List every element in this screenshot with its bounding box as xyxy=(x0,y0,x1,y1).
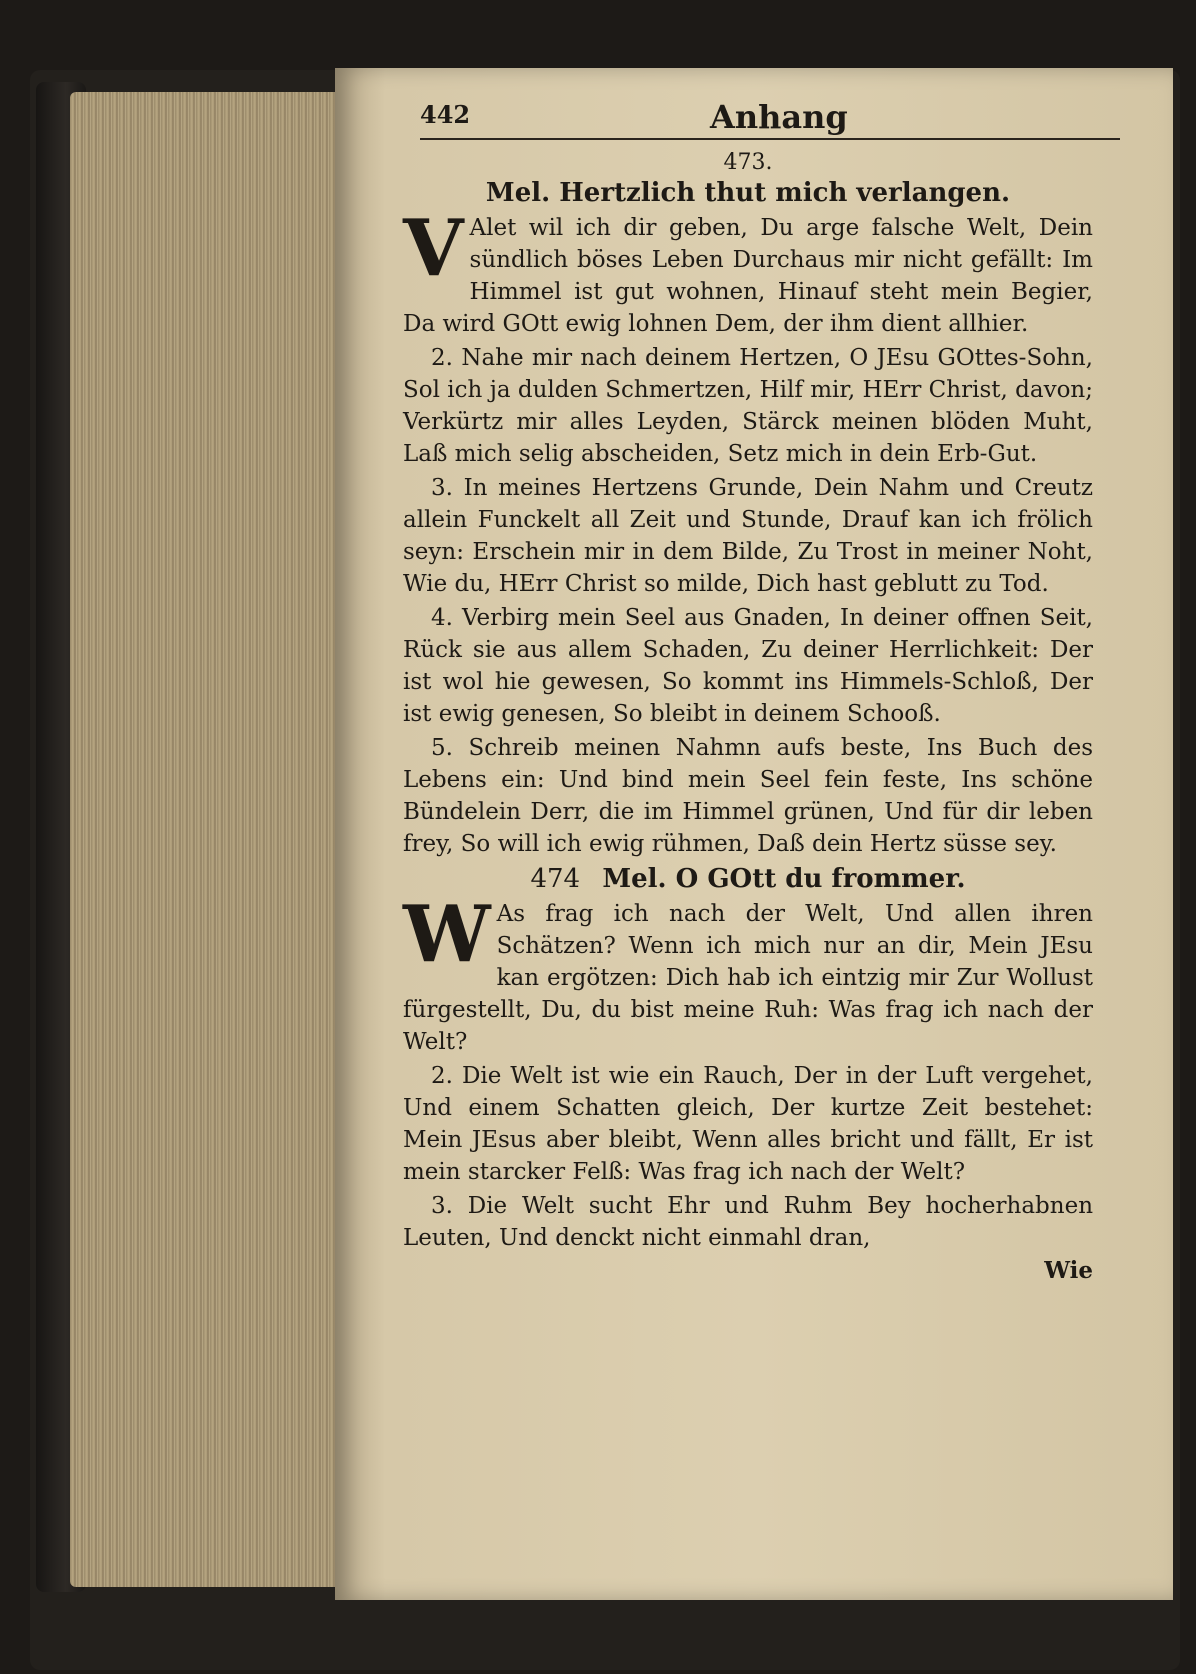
catchword: Wie xyxy=(1044,1257,1093,1284)
hymn-473-stanza-4 xyxy=(403,602,1093,730)
verse-number: 3. xyxy=(431,475,453,501)
hymn-473-stanza-2 xyxy=(403,342,1093,470)
stanza-text: As frag ich nach der Welt, Und allen ihren Schätzen? Wenn ich mich nur an dir, Mein JEsu kan ergötzen: Dich hab ich eintzig mir Zur Wollust fürgestellt, Du, du bist meine Ruh: Was frag ich nach der Welt? xyxy=(403,901,1093,1055)
hymn-474-stanza-2 xyxy=(403,1060,1093,1188)
hymn-474-heading xyxy=(403,862,1093,896)
book-page xyxy=(335,68,1173,1600)
hymn-473-stanza-1 xyxy=(403,203,1093,340)
hymn-474-number: 474 xyxy=(530,864,581,894)
running-head: Anhang xyxy=(710,98,848,136)
stanza-text: Nahe mir nach deinem Hertzen, O JEsu GOttes-Sohn, Sol ich ja dulden Schmertzen, Hilf mir, HErr Christ, davon; Verkürtz mir alles Leyden, Stärck meinen blöden Muht, Laß mich selig abscheiden, Setz mich in dein Erb-Gut. xyxy=(403,345,1093,467)
hymn-473-number: 473. xyxy=(723,150,773,175)
hymn-473-melody: Mel. Hertzlich thut mich verlangen. xyxy=(485,178,1011,208)
hymn-474-stanza-3 xyxy=(403,1190,1093,1254)
verse-number: 2. xyxy=(431,345,453,371)
page-edges xyxy=(70,92,350,1587)
hymn-473-stanza-5 xyxy=(403,732,1093,860)
verse-number: 2. xyxy=(431,1063,453,1089)
page-number: 442 xyxy=(420,100,471,129)
drop-cap-initial: V xyxy=(403,203,464,294)
page-header xyxy=(420,98,1120,140)
stanza-text: Die Welt ist wie ein Rauch, Der in der Luft vergehet, Und einem Schatten gleich, Der kurtze Zeit bestehet: Mein JEsus aber bleibt, Wenn alles bricht und fällt, Er ist mein starcker Felß: Was frag ich nach der Welt? xyxy=(403,1063,1093,1185)
hymn-473-stanza-3 xyxy=(403,472,1093,600)
hymn-474-stanza-1 xyxy=(403,889,1093,1058)
stanza-text: Verbirg mein Seel aus Gnaden, In deiner offnen Seit, Rück sie aus allem Schaden, Zu deiner Herrlichkeit: Der ist wol hie gewesen, So kommt ins Himmels-Schloß, Der ist ewig genesen, So bleibt in deinem Schooß. xyxy=(403,605,1093,727)
stanza-text: In meines Hertzens Grunde, Dein Nahm und Creutz allein Funckelt all Zeit und Stunde, Drauf kan ich frölich seyn: Erschein mir in dem Bilde, Zu Trost in meiner Noht, Wie du, HErr Christ so milde, Dich hast geblutt zu Tod. xyxy=(403,475,1093,597)
drop-cap-initial: W xyxy=(403,889,491,980)
verse-number: 5. xyxy=(431,735,453,761)
stanza-text: Schreib meinen Nahmn aufs beste, Ins Buch des Lebens ein: Und bind mein Seel fein feste, Ins schöne Bündelein Derr, die im Himmel grünen, Und für dir leben frey, So will ich ewig rühmen, Daß dein Hertz süsse sey. xyxy=(403,735,1093,857)
page-content xyxy=(403,150,1093,1286)
verse-number: 3. xyxy=(431,1193,453,1219)
stanza-text: Die Welt sucht Ehr und Ruhm Bey hocherhabnen Leuten, Und denckt nicht einmahl dran, xyxy=(403,1193,1094,1251)
stanza-text: Alet wil ich dir geben, Du arge falsche Welt, Dein sündlich böses Leben Durchaus mir nicht gefällt: Im Himmel ist gut wohnen, Hinauf steht mein Begier, Da wird GOtt ewig lohnen Dem, der ihm dient allhier. xyxy=(403,215,1093,337)
hymn-474-melody: Mel. O GOtt du frommer. xyxy=(602,864,966,894)
verse-number: 4. xyxy=(431,605,453,631)
